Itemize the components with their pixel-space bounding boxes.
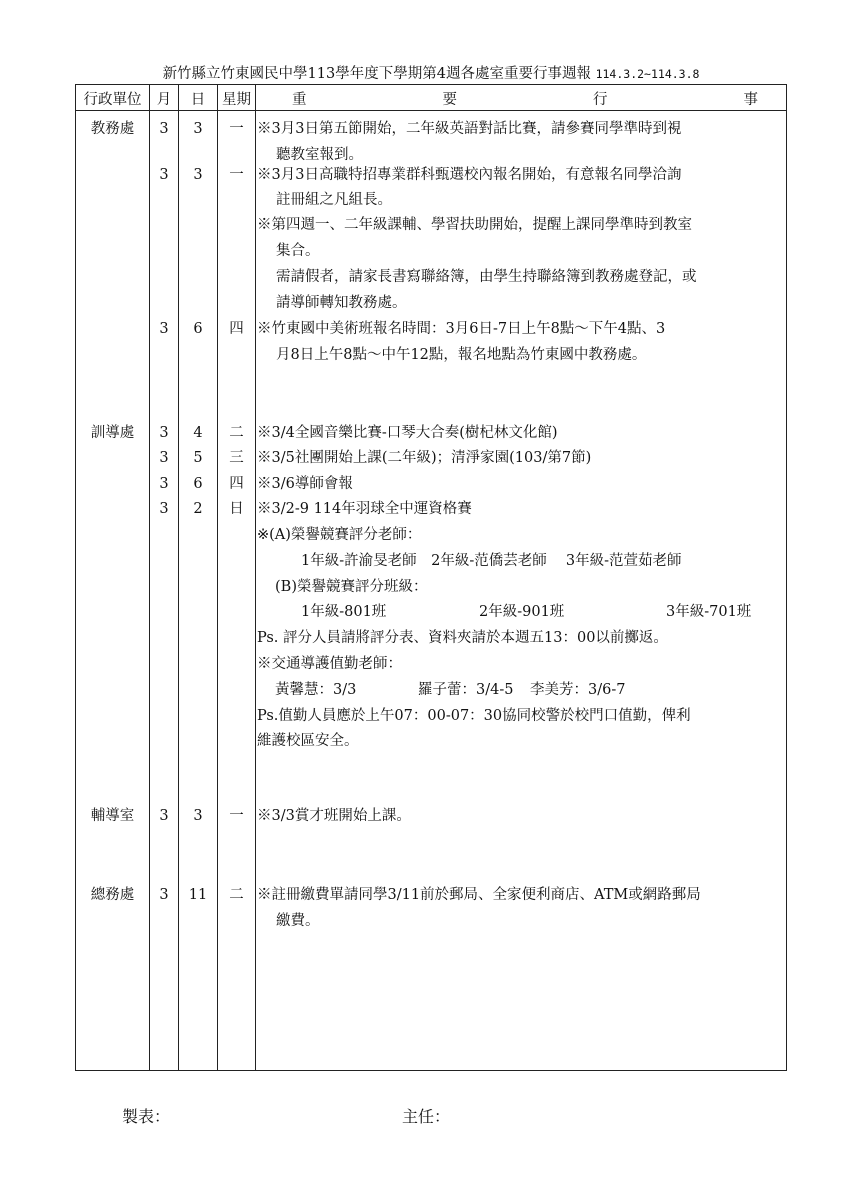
event-line: ※(A)榮譽競賽評分老師： (257, 527, 422, 543)
header-events-char: 重 (292, 92, 307, 108)
weekday-cell: 四 (229, 476, 244, 492)
weekday-cell: 二 (229, 887, 244, 903)
month-cell: 3 (159, 887, 169, 903)
day-cell: 5 (193, 450, 203, 466)
day-cell: 6 (193, 476, 203, 492)
header-weekday: 星期 (222, 92, 251, 108)
event-line: 集合。 (276, 243, 320, 259)
event-line: 需請假者，請家長書寫聯絡簿，由學生持聯絡簿到教務處登記，或 (276, 269, 697, 285)
event-line: Ps.值勤人員應於上午07：00-07：30協同校警於校門口值勤，俾利 (257, 708, 691, 724)
event-line: ※3/5社團開始上課(二年級)；清淨家園(103/第7節) (257, 450, 592, 466)
column-divider (178, 84, 179, 1071)
grade-class-2: 2年級-901班 (479, 604, 565, 620)
event-line: 繳費。 (276, 913, 320, 929)
day-cell: 11 (188, 887, 208, 903)
maker-signature-label: 製表： (122, 1107, 171, 1126)
header-day: 日 (190, 92, 206, 108)
header-events-char: 要 (442, 92, 457, 108)
month-cell: 3 (159, 501, 169, 517)
month-cell: 3 (159, 450, 169, 466)
unit-label: 總務處 (90, 887, 135, 903)
day-cell: 3 (193, 167, 203, 183)
event-line: ※3/2-9 114年羽球全中運資格賽 (257, 501, 472, 517)
date-range: 114.3.2~114.3.8 (595, 67, 700, 81)
month-cell: 3 (159, 321, 169, 337)
grade-class-3: 3年級-701班 (666, 604, 752, 620)
column-divider (217, 84, 218, 1071)
director-signature-label: 主任： (402, 1107, 451, 1126)
month-cell: 3 (159, 121, 169, 137)
weekday-cell: 三 (229, 450, 244, 466)
event-line: ※交通導護值勤老師： (257, 656, 402, 672)
event-line: ※竹東國中美術班報名時間：3月6日-7日上午8點～下午4點、3 (257, 321, 666, 337)
day-cell: 2 (193, 501, 203, 517)
event-line: ※3/6導師會報 (257, 476, 353, 492)
month-cell: 3 (159, 167, 169, 183)
weekday-cell: 四 (229, 321, 244, 337)
header-divider (75, 110, 787, 111)
event-line: ※3/3賞才班開始上課。 (257, 808, 411, 824)
event-line: 註冊組之凡組長。 (276, 192, 392, 208)
column-divider (255, 84, 256, 1071)
column-divider (149, 84, 150, 1071)
weekday-cell: 一 (229, 121, 244, 137)
event-line: ※3月3日高職特招專業群科甄選校內報名開始，有意報名同學洽詢 (257, 167, 682, 183)
month-cell: 3 (159, 476, 169, 492)
day-cell: 6 (193, 321, 203, 337)
month-cell: 3 (159, 808, 169, 824)
event-line: 月8日上午8點～中午12點，報名地點為竹東國中教務處。 (276, 347, 647, 363)
grade-class-1: 1年級-801班 (301, 604, 387, 620)
header-events-char: 事 (743, 92, 758, 108)
header-month: 月 (156, 92, 172, 108)
event-line: Ps. 評分人員請將評分表、資料夾請於本週五13：00以前擲返。 (257, 630, 668, 646)
weekday-cell: 日 (229, 501, 244, 517)
weekday-cell: 一 (229, 808, 244, 824)
event-line: ※第四週一、二年級課輔、學習扶助開始，提醒上課同學準時到教室 (257, 217, 692, 233)
event-line: 1年級-許渝旻老師 2年級-范僑芸老師 3年級-范萱茹老師 (301, 553, 682, 569)
day-cell: 4 (193, 425, 203, 441)
weekday-cell: 二 (229, 425, 244, 441)
event-line: ※3月3日第五節開始，二年級英語對話比賽，請參賽同學準時到視 (257, 121, 682, 137)
unit-label: 訓導處 (90, 425, 135, 441)
day-cell: 3 (193, 121, 203, 137)
day-cell: 3 (193, 808, 203, 824)
weekday-cell: 一 (229, 167, 244, 183)
event-line: 聽教室報到。 (276, 147, 363, 163)
event-line: 維護校區安全。 (257, 733, 359, 749)
duty-teacher-3: 李美芳：3/6-7 (530, 682, 626, 698)
event-line: 請導師轉知教務處。 (276, 295, 407, 311)
title-text: 新竹縣立竹東國民中學113學年度下學期第4週各處室重要行事週報 (162, 66, 591, 82)
event-line: (B)榮譽競賽評分班級： (275, 579, 428, 595)
unit-label: 教務處 (90, 121, 135, 137)
page-title (76, 62, 786, 83)
event-line: ※3/4全國音樂比賽-口琴大合奏(樹杞林文化館) (257, 425, 558, 441)
month-cell: 3 (159, 425, 169, 441)
header-events-char: 行 (593, 92, 608, 108)
header-unit: 行政單位 (83, 92, 142, 108)
event-line: ※註冊繳費單請同學3/11前於郵局、全家便利商店、ATM或網路郵局 (257, 887, 701, 903)
duty-teacher-1: 黃馨慧：3/3 (275, 682, 357, 698)
duty-teacher-2: 羅子蕾：3/4-5 (418, 682, 514, 698)
header-events (256, 88, 776, 109)
unit-label: 輔導室 (90, 808, 135, 824)
